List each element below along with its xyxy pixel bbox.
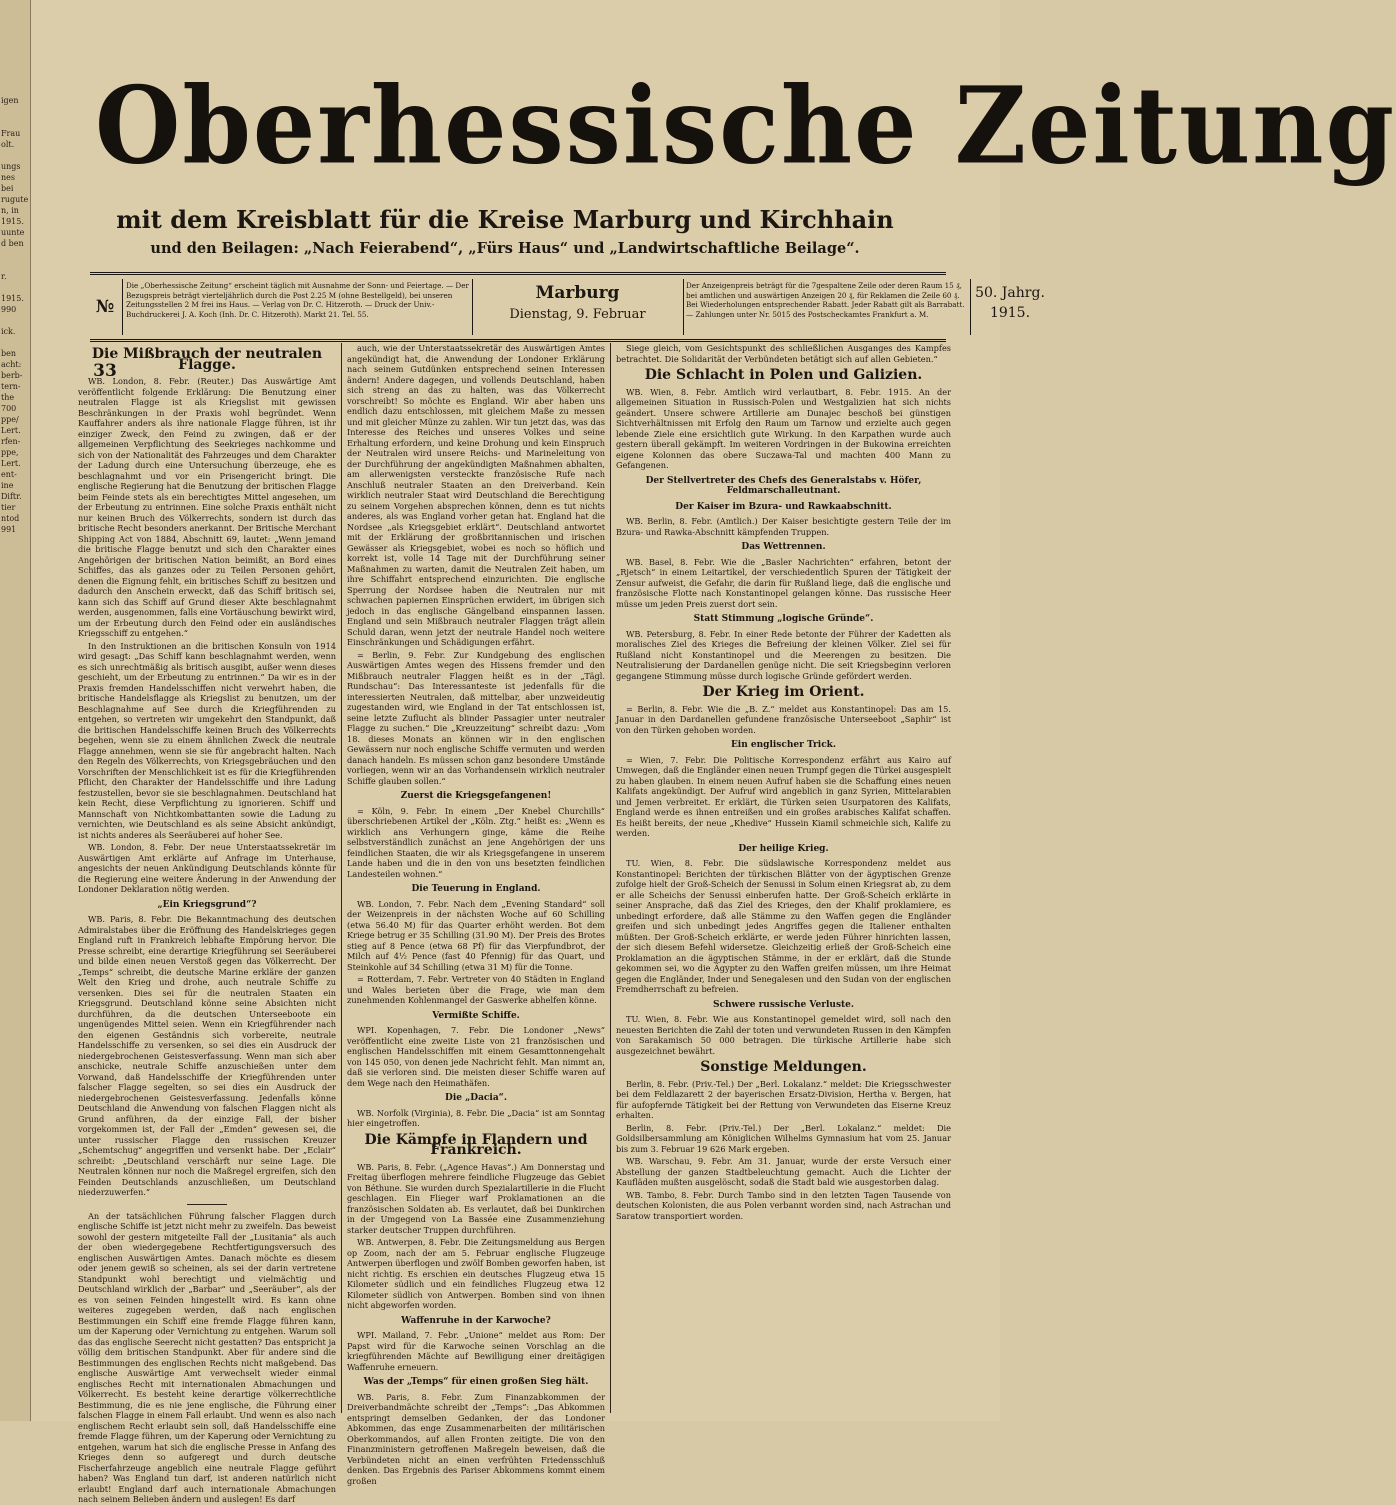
article-paragraph: = Köln, 9. Febr. In einem „Der Knebel Churchills“ überschriebenen Artikel der „Köln. Ztg.“ heißt es: „Wenn es wirklich ans Verhungern ginge, käme die Reihe selbstverständlich zunächst an jene Angehörigen der uns feindlichen Staaten, die wir als Kriegsgefangene in unserem Lande haben und die in den von uns besetzten feindlichen Landesteilen wohnen.“ <box>347 805 605 879</box>
strip-fragment: rugute <box>1 195 29 204</box>
newspaper-supplements: und den Beilagen: „Nach Feierabend“, „Fürs Haus“ und „Landwirtschaftliche Beilage“. <box>150 240 860 257</box>
headline-poland-galicia: Die Schlacht in Polen und Galizien. <box>644 367 923 383</box>
strip-fragment: ntod <box>1 514 20 523</box>
issue-number: № 33 <box>93 297 117 381</box>
strip-fragment: ungs <box>1 162 21 171</box>
strip-fragment: tern- <box>1 382 21 391</box>
strip-fragment: bei <box>1 184 14 193</box>
newspaper-subtitle: mit dem Kreisblatt für die Kreise Marburg und Kirchhain <box>116 205 894 234</box>
city-name: Marburg <box>535 283 620 303</box>
issue-date: Dienstag, 9. Februar <box>509 307 646 322</box>
article-paragraph: WB. London, 8. Febr. Der neue Unterstaatssekretär im Auswärtigen Amt erklärte auf Anfrage im Unterhause, angesichts der neuen Ankündigung Deutschlands könnte für die Regierung eine weitere Änderung in der Anwendung der Londoner Deklaration nötig werden. <box>78 842 336 894</box>
subhead-dacia: Die „Dacia“. <box>445 1093 507 1103</box>
strip-fragment <box>0 150 30 161</box>
headline-flanders: Die Kämpfe in Flandern und Frankreich. <box>364 1131 588 1158</box>
article-paragraph: WB. Basel, 8. Febr. Wie die „Basler Nachrichten“ erfahren, betont der „Rjetsch“ in einem Leitartikel, der verschiedentlich Spuren der Tätigkeit der Zensur aufweist, die Gefahr, die darin für Rußland liege, daß die englische und französische Flotte nach Konstantinopel gelangen könne. Das russische Heer müsse um jeden Preis zuerst dort sein. <box>616 556 951 609</box>
article-paragraph: WB. Antwerpen, 8. Febr. Die Zeitungsmeldung aus Bergen op Zoom, nach der am 5. Februar englische Flugzeuge Antwerpen überflogen und zwölf Bomben geworfen haben, ist nicht richtig. Es erschien ein deutsches Flugzeug etwa 15 Kilometer südlich und ein feindliches Flugzeug etwa 12 Kilometer südlich von Antwerpen. Bomben sind von ihnen nicht abgeworfen worden. <box>347 1237 605 1310</box>
strip-fragment: 1915. <box>1 217 24 226</box>
strip-fragment <box>0 117 30 128</box>
article-paragraph: In den Instruktionen an die britischen Konsuln von 1914 wird gesagt: „Das Schiff kann beschlagnahmt werden, wenn es sich unrechtmäßig als britisch ausgibt, außer wenn dieses geschieht, um der Erbeutung zu entrinnen.“ Da wir es in der Praxis fremden Handelsschiffen nicht verwehrt haben, die britische Handelsflagge als Kriegslist zu benutzen, um der Beschlagnahme auf See durch die Kriegführenden zu entgehen, so vertreten wir umgekehrt den Standpunkt, daß die britischen Handelsschiffe keinen Bruch des Völkerrechts begehen, wenn sie zu einem ähnlichen Zweck die neutrale Flagge annehmen, wenn sie sie für angebracht halten. Nach den Regeln des Völkerrechts, von Kriegsgebräuchen und den Vorschriften der Menschlichkeit ist es für die Kriegführenden Pflicht, den Charakter der Handelsschiffe und ihre Ladung festzustellen, bevor sie sie beschlagnahmen. Deutschland hat kein Recht, diese Verpflichtung zu ignorieren. Schiff und Mannschaft von Nichtkombattanten sowie die Ladung zu vernichten, wie Deutschland es als seine Absicht ankündigt, ist nichts anderes als Seeräuberei auf hoher See. <box>78 640 336 840</box>
strip-fragment: 991 <box>1 525 17 534</box>
subhead-war-reason: „Ein Kriegsgrund“? <box>157 899 257 910</box>
subhead-inflation: Die Teuerung in England. <box>411 884 541 894</box>
article-paragraph: = Wien, 7. Febr. Die Politische Korrespondenz erfährt aus Kairo auf Umwegen, daß die Engländer einen neuen Trumpf gegen die Türkei ausgespielt zu haben glauben. In einem neuen Aufruf haben sie die Schaffung eines neuen Kalifats angekündigt. Der Aufruf wird angeblich in ganz Syrien, Mittelarabien und Jemen verbreitet. Er erklärt, die Türken seien Usurpatoren des Kalifats, England werde es ihnen entreißen und ein großes arabisches Kalifat schaffen. Es heißt bereits, der neue „Khedive“ Hussein Kiamil schmeichle sich, Kalife zu werden. <box>616 754 951 838</box>
article-paragraph: WB. Petersburg, 8. Febr. In einer Rede betonte der Führer der Kadetten als moralisches Ziel des Krieges die Befreiung der kleinen Völker. Ziel sei für Rußland nicht Konstantinopel und die Meerengen zu besitzen. Die Neutralisierung der Dardanellen genüge nicht. Die seit Kriegsbeginn verloren gegangene Stimmung müsse durch logische Gründe gefördert werden. <box>616 628 951 681</box>
subhead-russian-losses: Schwere russische Verluste. <box>712 999 855 1010</box>
article-paragraph: WB. Warschau, 9. Febr. Am 31. Januar, wurde der erste Versuch einer Abstellung der ganzen Stadtbeleuchtung gemacht. Auch die Lichter der Kaufläden mußten ausgelöscht, sodaß die Stadt bald wie ausgestorben dalag. <box>616 1156 951 1187</box>
column-1 <box>78 343 336 1504</box>
strip-fragment: 700 <box>1 404 17 413</box>
publication-info: Die „Oberhessische Zeitung“ erscheint täglich mit Ausnahme der Sonn- und Feiertage. — Der Bezugspreis beträgt vierteljährlich durch die Post 2.25 M (ohne Bestellgeld), bei unseren Zeitungsstellen 2 M frei ins Haus. — Verlag von Dr. C. Hitzeroth. — Druck der Univ.-Buchdruckerei J. A. Koch (Inh. Dr. C. Hitzeroth). Markt 21. Tel. 55. <box>126 281 469 319</box>
strip-fragment: ppe/ <box>1 415 19 424</box>
strip-fragment: ent- <box>1 470 17 479</box>
strip-fragment: n, in <box>1 206 19 215</box>
strip-fragment <box>0 315 30 326</box>
article-paragraph: WB. Wien, 8. Febr. Amtlich wird verlautbart, 8. Febr. 1915. An der allgemeinen Situation in Russisch-Polen und Westgalizien hat sich nichts geändert. Unsere schwere Artillerie am Dunajec beschoß bei günstigen Sichtverhältnissen mit Erfolg den Raum um Tarnow und erzielte auch gegen lebende Ziele eine ersichtlich gute Wirkung. In den Karpathen wurde auch gestern überall gekämpft. Im weiteren Vordringen in der Bukowina erreichten eigene Kolonnen das obere Suczawa-Tal und machten 400 Mann zu Gefangenen. <box>616 386 951 470</box>
strip-fragment: rfen- <box>1 437 21 446</box>
strip-fragment: r. <box>1 272 7 281</box>
subhead-temps: Was der „Temps“ für einen großen Sieg hält. <box>363 1377 589 1387</box>
headline-other-news: Sonstige Meldungen. <box>700 1059 867 1075</box>
strip-fragment: berb- <box>1 371 23 380</box>
strip-fragment: Lert. <box>1 426 21 435</box>
article-paragraph: WB. Berlin, 8. Febr. (Amtlich.) Der Kaiser besichtigte gestern Teile der im Bzura- und Rawka-Abschnitt kämpfenden Truppen. <box>616 516 951 537</box>
article-paragraph: WPI. Mailand, 7. Febr. „Unione“ meldet aus Rom: Der Papst wird für die Karwoche seinen Vorschlag an die kriegführenden Mächte auf Bewilligung einer dreitägigen Waffenruhe erneuern. <box>347 1330 605 1372</box>
article-paragraph: WPI. Kopenhagen, 7. Febr. Die Londoner „News“ veröffentlicht eine zweite Liste von 21 französischen und englischen Handelsschiffen mit einem Gesamttonnengehalt von 145 050, von denen jede Nachricht fehlt. Man nimmt an, daß sie verloren sind. Die meisten dieser Schiffe waren auf dem Wege nach den Heimathäfen. <box>347 1025 605 1088</box>
column-3 <box>616 343 951 1413</box>
article-paragraph: = Berlin, 8. Febr. Wie die „B. Z.“ meldet aus Konstantinopel: Das am 15. Januar in den Dardanellen gefundene französische Unterseeboot „Saphir“ ist von den Türken gehoben worden. <box>616 703 951 735</box>
subhead-race: Das Wettrennen. <box>741 542 826 552</box>
strip-fragment <box>0 337 30 348</box>
strip-fragment: ppe, <box>1 448 19 457</box>
volume-number: 50. Jahrg. <box>975 285 1045 301</box>
strip-fragment <box>0 106 30 117</box>
strip-fragment: olt. <box>1 140 15 149</box>
divider <box>187 1204 227 1205</box>
article-paragraph: WB. London, 8. Febr. (Reuter.) Das Auswärtige Amt veröffentlicht folgende Erklärung: Die Benutzung einer neutralen Flagge ist als Kriegslist mit gewissen Beschränkungen in der Praxis wohl begründet. Wenn Kauffahrer anders als ihre nationale Flagge führen, ist ihr einziger Zweck, den Feind zu zwingen, daß er der allgemeinen Verpflichtung des Seekrieges nachkomme und sich von der Nationalität des Fahrzeuges und dem Charakter der Ladung durch eine Untersuchung überzeuge, ehe es beschlagnahmt und vor ein Prisengericht bringt. Die englische Regierung hat die Benutzung der britischen Flagge beim Feinde stets als ein berechtigtes Mittel angesehen, um der Erbeutung zu entrinnen. Eine solche Praxis enthält nicht nur keinen Bruch des Völkerrechts, sondern ist durch das britische Recht besonders anerkannt. Der Britische Merchant Shipping Act von 1884, Abschnitt 69, lautet: „Wenn jemand die britische Flagge benutzt und sich den Charakter eines Angehörigen der britischen Nation beimißt, an Bord eines Schiffes, das als ganzes oder zu Teilen Personen gehört, denen die Eignung fehlt, ein britisches Schiff zu besitzen und dadurch den Anschein erweckt, daß das Schiff britisch sei, kann sich das Schiff auf Grund dieser Akte beschlagnahmt werden, ausgenommen, falls eine Vortäuschung bewirkt wird, um der Erbeutung durch den Feind oder ein ausländisches Kriegsschiff zu entgehen.“ <box>78 376 336 638</box>
article-paragraph: WB. London, 7. Febr. Nach dem „Evening Standard“ soll der Weizenpreis in der nächsten Woche auf 60 Schilling (etwa 56.40 M) für das Quarter erhöht werden. Bot dem Kriege betrug er 35 Schilling (31.90 M). Der Preis des Brotes stieg auf 8 Pence (etwa 68 Pf) für das Vierpfundbrot, der Milch auf 4½ Pence (fast 40 Pfennig) für das Quart, und Steinkohle auf 34 Schilling (etwa 31 M) für die Tonne. <box>347 898 605 972</box>
strip-fragment <box>0 282 30 293</box>
strip-fragment: Frau <box>1 129 21 138</box>
subhead-ceasefire: Waffenruhe in der Karwoche? <box>401 1315 551 1326</box>
subhead-prisoners: Zuerst die Kriegsgefangenen! <box>400 791 552 801</box>
strip-fragment: d ben <box>1 239 24 248</box>
place-date <box>475 275 680 339</box>
article-paragraph: Siege gleich, vom Gesichtspunkt des schließlichen Ausganges des Kampfes betrachtet. Die Solidarität der Verbündeten betätigt sich auf allen Gebieten.“ <box>616 343 951 364</box>
volume-year: 1915. <box>989 305 1031 321</box>
strip-fragment <box>0 260 30 271</box>
adjacent-page-strip <box>0 0 31 1421</box>
strip-fragment: acht: <box>1 360 22 369</box>
article-paragraph: WB. Paris, 8. Febr. Die Bekanntmachung des deutschen Admiralstabes über die Eröffnung des Handelskrieges gegen England ruft in Frankreich lebhafte Empörung hervor. Die Presse schreibt, eine derartige Kriegführung sei Seeräuberei und bilde einen neuen Verstoß gegen das Völkerrecht. Der „Temps“ schreibt, die deutsche Marine erkläre der ganzen Welt den Krieg und drohe, auch neutrale Schiffe zu versenken. Dies sei für die neutralen Staaten ein Kriegsgrund. Deutschland könne seine Absichten nicht durchführen, da die deutschen Unterseeboote ein ungenügendes Mittel seien. Wenn ein Kriegführender nach den eigenen Geständnis sich vorbereite, neutrale Handelsschiffe zu versenken, so sei dies ein Ausdruck der niedergebrochenen Geistesverfassung. Wenn man sich aber anschicke, neutrale Schiffe anzuschießen unter dem Vorwand, daß Handelsschiffe der Kriegführenden unter falscher Flagge segelten, so sei dies ein Ausdruck der niedergebrochenen Geistesverfassung. Jedenfalls könne Deutschland die Anwendung von falschen Flaggen nicht als Grund anführen, da der einzige Fall, der bisher vorgekommen ist, der Fall der „Emden“ gewesen sei, die unter russischer Flagge den russischen Kreuzer „Schemtschug“ angegriffen und versenkt habe. Der „Eclair“ schreibt: „Deutschland verschärft nur seine Lage. Die Neutralen können nur noch die Maßregel ergreifen, sich den Feinden Deutschlands anzuschließen, um Deutschland niederzuwerfen.“ <box>78 914 336 1197</box>
strip-fragment: tier <box>1 503 16 512</box>
subhead-kaiser: Der Kaiser im Bzura- und Rawkaabschnitt. <box>675 501 892 512</box>
strip-fragment: nes <box>1 173 15 182</box>
column-2 <box>347 343 605 1486</box>
subhead-logical-reasons: Statt Stimmung „logische Gründe“. <box>693 614 874 624</box>
signature-general-staff: Der Stellvertreter des Chefs des Generalstabs v. Höfer, Feldmarschalleutnant. <box>645 475 922 496</box>
strip-fragment: ine <box>1 481 14 490</box>
headline-flag-misuse: Die Mißbrauch der neutralen Flagge. <box>91 346 323 373</box>
article-paragraph: Berlin, 8. Febr. (Priv.-Tel.) Der „Berl. Lokalanz.“ meldet: Die Kriegsschwester bei dem Feldlazarett 2 der bayerischen Ersatz-Division, Hertha v. Bergen, hat für aufopfernde Tätigkeit bei der Rettung von Verwundeten das Eiserne Kreuz erhalten. <box>616 1078 951 1120</box>
subhead-missing-ships: Vermißte Schiffe. <box>432 1010 520 1021</box>
strip-fragment: 990 <box>1 305 17 314</box>
article-paragraph: WB. Paris, 8. Febr. Zum Finanzabkommen der Dreiverbandmächte schreibt der „Temps“: „Das Abkommen entspringt demselben Gedanken, der das Londoner Abkommen, das enge Zusammenarbeiten der militärischen Oberkommandos, auf allen Fronten zeitigte. Die von den Finanzministern getroffenen Maßregeln beweisen, daß die Verbündeten nicht an einen verfrühten Friedensschluß denken. Das Ergebnis des Pariser Abkommens kommt einem großen <box>347 1391 605 1486</box>
ad-price-info: Der Anzeigenpreis beträgt für die 7gespaltene Zeile oder deren Raum 15 ₰, bei amtlichen und auswärtigen Anzeigen 20 ₰, für Reklamen die Zeile 60 ₰. Bei Wiederholungen entsprechender Rabatt. Jeder Rabatt gilt als Barrabatt. — Zahlungen unter Nr. 5015 des Postscheckamtes Frankfurt a. M. <box>686 281 965 319</box>
strip-fragment: uunte <box>1 228 25 237</box>
article-paragraph: WB. Paris, 8. Febr. („Agence Havas“.) Am Donnerstag und Freitag überflogen mehrere feindliche Flugzeuge das Gebiet von Béthune. Sie wurden durch Spezialartillerie in die Flucht geschlagen. Ein Flieger warf Proklamationen an die französischen Soldaten ab. Es verlautet, daß bei Dunkirchen in der Umgegend von La Bassée eine Zusammenziehung starker deutscher Truppen durchführen. <box>347 1161 605 1235</box>
strip-fragment <box>0 249 30 260</box>
newspaper-title: Oberhessische Zeitung <box>95 64 1396 189</box>
masthead <box>95 58 1396 196</box>
subhead-holy-war: Der heilige Krieg. <box>738 843 829 854</box>
strip-fragment: Diftr. <box>1 492 22 501</box>
strip-fragment: the <box>1 393 15 402</box>
strip-fragment: igen <box>1 96 19 105</box>
subhead-english-trick: Ein englischer Trick. <box>730 740 837 750</box>
strip-fragment: Lert. <box>1 459 21 468</box>
strip-fragment: 1915. <box>1 294 24 303</box>
article-paragraph: An der tatsächlichen Führung falscher Flaggen durch englische Schiffe ist jetzt nicht mehr zu zweifeln. Das beweist sowohl der gestern mitgeteilte Fall der „Lusitania“ als auch der oben wiedergegebene Rechtfertigungsversuch des englischen Auswärtigen Amtes. Danach möchte es diesem oder jenem gewiß so scheinen, als sei der darin vertretene Standpunkt wohl berechtigt und vielmächtig und Deutschland wirklich der „Barbar“ und „Seeräuber“, als der es von seinen Feinden hingestellt wird. Es kann ohne weiteres zugegeben werden, daß nach englischen Bestimmungen ein Schiff eine fremde Flagge führen kann, um der Kaperung oder Vernichtung zu entgehen. Warum soll das das englische Seerecht nicht gestatten? Das entspricht ja völlig dem britischen Standpunkt. Aber für andere sind die Bestimmungen des englischen Rechts nicht maßgebend. Das englische Auswärtige Amt verwechselt wieder einmal englisches Recht mit internationalen Abmachungen und Völkerrecht. Es besteht keine derartige völkerrechtliche Bestimmung, die es nie jene englische, die Führung einer falschen Flagge in einem Fall erlaubt. Und wenn es also nach englischem Recht erlaubt sein soll, daß Handelsschiffe eine fremde Flagge führen, um der Kaperung oder Vernichtung zu entgehen, warum hat sich die englische Presse in Anfang des Krieges denn so aufgeregt und durch deutsche Fischerfahrzeuge angeblich eine neutrale Flagge geführt haben? Was England tun darf, ist anderen natürlich nicht erlaubt! England darf auch internationale Abmachungen nach seinem Belieben ändern und auslegen! Es darf <box>78 1210 336 1504</box>
article-paragraph: Berlin, 8. Febr. (Priv.-Tel.) Der „Berl. Lokalanz.“ meldet: Die Goldsilbersammlung am Königlichen Wilhelms Gymnasium hat vom 25. Januar bis zum 3. Februar 19 626 Mark ergeben. <box>616 1122 951 1154</box>
article-paragraph: WB. Norfolk (Virginia), 8. Febr. Die „Dacia“ ist am Sonntag hier eingetroffen. <box>347 1107 605 1128</box>
article-paragraph: WB. Tambo, 8. Febr. Durch Tambo sind in den letzten Tagen Tausende von deutschen Kolonisten, die aus Polen verbannt worden sind, nach Astrachan und Saratow transportiert worden. <box>616 1189 951 1221</box>
article-paragraph: = Berlin, 9. Febr. Zur Kundgebung des englischen Auswärtigen Amtes wegen des Hissens fremder und den Mißbrauch neutraler Flaggen heißt es in der „Tägl. Rundschau“: Das Interessanteste ist jedenfalls für die interessierten Neutralen, daß mittelbar, aber unzweideutig zugestanden wird, wie England in der Tat entschlossen ist, seine letzte Zuflucht als blinder Passagier unter neutraler Flagge zu suchen.“ Die „Kreuzzeitung“ schreibt dazu: „Vom 18. dieses Monats an können wir in den englischen Gewässern nur noch englische Schiffe vermuten und werden danach handeln. Es müssen schon ganz besondere Umstände vorliegen, wenn wir an das Vorhandensein wirklich neutraler Schiffe glauben sollen.“ <box>347 649 605 786</box>
article-paragraph: TU. Wien, 8. Febr. Die südslawische Korrespondenz meldet aus Konstantinopel: Berichten der türkischen Blätter von der ägyptischen Grenze zufolge hielt der Groß-Scheich der Senussi in Solum einen Kriegsrat ab, zu dem er alle Scheichs der Senussi einberufen hatte. Der Groß-Scheich erklärte in seiner Ansprache, daß das Ziel des Krieges, den der Khalif proklamiere, es unbedingt erfordere, daß alle Stämme zu den Waffen gegen die Engländer greifen und sich unbedingt jedes Angriffes gegen die Italiener enthalten müßten. Der Groß-Scheich erklärte, er werde jeden Führer hinrichten lassen, der sich diesem Befehl widersetze. Gleichzeitig erließ der Groß-Scheich eine Proklamation an die ägyptischen Stämme, in der er erklärt, daß die Stunde gekommen sei, wo die Ägypter zu den Waffen greifen müssen, um ihre Heimat gegen die Engländer, Inder und Senegalesen und den Sudan von der englischen Fremdherrschaft zu befreien. <box>616 858 951 994</box>
article-paragraph: TU. Wien, 8. Febr. Wie aus Konstantinopel gemeldet wird, soll nach den neuesten Berichten die Zahl der toten und verwundeten Russen in den Kämpfen von Sarakamisch 50 000 betragen. Die türkische Artillerie habe sich ausgezeichnet bewährt. <box>616 1014 951 1056</box>
article-paragraph: = Rotterdam, 7. Febr. Vertreter von 40 Städten in England und Wales berieten über die Frage, wie man dem zunehmenden Kohlenmangel der Gaswerke abhelfen könne. <box>347 974 605 1005</box>
headline-orient: Der Krieg im Orient. <box>702 684 865 700</box>
strip-fragment: ben <box>1 349 17 358</box>
article-paragraph: auch, wie der Unterstaatssekretär des Auswärtigen Amtes angekündigt hat, die Anwendung der Londoner Erklärung nach seinem Gutdünken entsprechend seinen Interessen ändern! Andere dagegen, und vollends Deutschland, haben sich streng an das zu halten, was das Völkerrecht vorschreibt! So möchte es England. Wir aber haben uns endlich dazu entschlossen, mit gleichem Maße zu messen und mit gleicher Münze zu zahlen. Wir tun jetzt das, was das Interesse des Reiches und unseres Volkes und seine Erhaltung erfordern, und keine Drohung und kein Einspruch der Neutralen wird unsere Reichs- und Marineleitung von der Durchführung der angekündigten Maßnahmen abhalten, am allerwenigsten versteckte französische Rufe nach Anschluß neutraler Staaten an den Dreiverband. Kein wirklich neutraler Staat wird Deutschland die Berechtigung zu seinem Vorgehen absprechen können, denn es tut nichts anderes, als was England vorher getan hat. England hat die Nordsee „als Kriegsgebiet erklärt“. Deutschland antwortet mit der Erklärung der großbritannischen und irischen Gewässer als Kriegsgebiet, wobei es noch so höflich und korrekt ist, volle 14 Tage mit der Durchführung seiner Maßnahmen zu warten, damit die Neutralen Zeit haben, um ihre Schiffahrt entsprechend einzurichten. Die englische Sperrung der Nordsee haben die Neutralen nur mit schwachen papiernen Einsprüchen erwidert, im übrigen sich jedoch in das englische Gängelband einspannen lassen. England und sein Mißbrauch neutraler Flaggen trägt allein Schuld daran, wenn jetzt der neutrale Handel noch weitere Einschränkungen und Schädigungen erfährt. <box>347 343 605 647</box>
strip-fragment: ick. <box>1 327 16 336</box>
volume-info <box>974 275 1046 347</box>
